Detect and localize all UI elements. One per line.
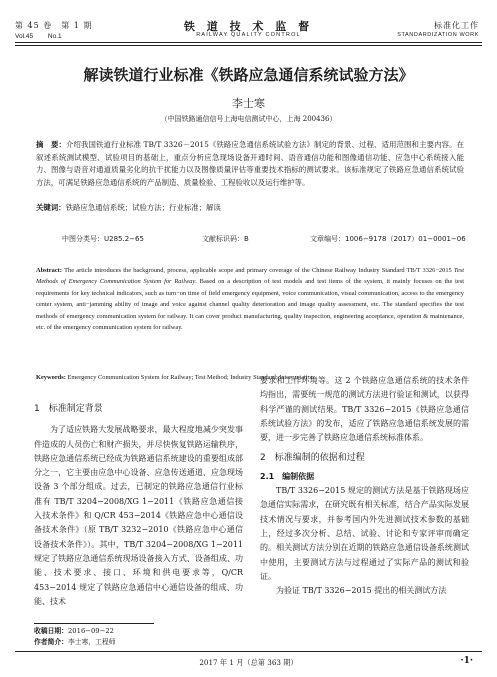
- article-title: 解读铁道行业标准《铁路应急通信系统试验方法》: [83, 66, 414, 84]
- right-paragraph-3: 为验证 TB/T 3326−2015 提出的相关测试方法: [276, 586, 447, 596]
- issue-date-footer: 2017 年 1 月（总第 363 期）: [199, 658, 298, 667]
- article-author: 李士寒: [232, 97, 265, 110]
- abstract-cn: [36, 139, 464, 189]
- header-rule: [15, 42, 482, 43]
- journal-title-en: RAILWAY QUALITY CONTROL: [196, 32, 301, 38]
- abstract-en-text-1: The article introduces the background, process, applicable scope and primary coverage of the Chinese Railway Industry Standard TB/T 3326−2015: [64, 267, 454, 274]
- section-1-heading: 1 标准制定背景: [34, 404, 103, 414]
- header-rule-thin: [15, 45, 482, 46]
- document-code: 文献标识码：B: [202, 235, 249, 243]
- keywords-cn-label: 关键词：: [36, 203, 66, 212]
- received-date: 收稿日期：2016−09−22: [34, 627, 114, 635]
- journal-title-cn: 铁 道 技 术 监 督: [183, 20, 314, 33]
- right-column: [260, 374, 469, 598]
- right-paragraph-1: 要求和工作环境等。这 2 个铁路应急通信系统的技术条件均指出，需要统一规范的测试方法进行验证和测试，以获得科学严谨的测试结果。TB/T 3326−2015《铁路应急通信系统试验方法》的发布，适应了铁路应急通信系统发展的需要，进一步完善了铁路应急通信系统标准体系。: [260, 376, 469, 443]
- right-paragraph-2: TB/T 3326−2015 规定的测试方法是基于铁路现场应急通信实际需求，在研究既有相关标准，结合产品实际发展技术情况与要求，并参考国内外先进测试技术参数的基础上，经过多次分析、总结、试验、讨论和专家评审而确定的。相关测试方法分别在近期的铁路应急通信设备系统测试中使用，主要测试方法与过程通过了实际产品的测试和验证。: [260, 486, 469, 581]
- left-column: [34, 402, 243, 609]
- author-affiliation: （中国铁路通信信号上海电信测试中心，上海 200436）: [160, 115, 337, 123]
- column-en: STANDARDIZATION WORK: [397, 32, 479, 38]
- keywords-en-text: Emergency Communication System for Railway; Test Method; Industry Standard; Interpretation: [67, 374, 314, 381]
- author-bio: 作者简介：李士寒，工程师: [34, 638, 116, 646]
- section-2-heading: 2 标准编制的依据和过程: [260, 453, 365, 464]
- clc-number: 中图分类号：U285.2−65: [62, 235, 144, 243]
- abstract-en: [36, 265, 464, 333]
- footer-rule: [15, 651, 482, 652]
- keywords-cn-text: 铁路应急通信系统；试验方法；行业标准；解读: [65, 203, 221, 212]
- keywords-en-label: Keywords:: [36, 374, 68, 381]
- abstract-en-text-2: . Based on a description of test models and test items of the system, it mainly focuses on the test requirements for key technical indicators, such as turn−on time of field emergency equipment, voice communication, visual communication, access to the emergency center system, anti−jamming ability of image and voice against channel quality deterioration and image quality assessment, etc. The standard specifies the test methods of emergency communication system for railway. It can cover product manufacturing, quality inspection, engineering acceptance, operation & maintenance, etc. of the emergency communication system for railway.: [36, 278, 464, 332]
- issue-cn: 第 45 卷 第 1 期: [15, 21, 93, 30]
- column-cn: 标准化工作: [434, 21, 479, 30]
- section-2-1-heading: 2.1 编制依据: [260, 471, 315, 481]
- page-number: ·1·: [460, 656, 473, 666]
- footnote-rule: [34, 623, 154, 624]
- abstract-en-standard-title: Test Methods of Emergency Communication System for Railway: [36, 267, 464, 286]
- abstract-cn-label: 摘 要：: [36, 140, 67, 149]
- keywords-cn: [36, 202, 221, 213]
- issue-en: Vol.45 No.1: [15, 33, 62, 40]
- running-header: [0, 0, 497, 44]
- article-number: 文章编号：1006−9178（2017）01−0001−06: [310, 235, 466, 243]
- footnote: [34, 626, 116, 648]
- abstract-cn-text: 介绍我国铁道行业标准 TB/T 3326－2015《铁路应急通信系统试验方法》制定的背景、过程、适用范围和主要内容。在叙述系统测试模型、试验项目的基础上，重点分析应急现场设备开通时间、语音通信功能和图像通信功能、应急中心系统接入能力、图像与语音对通道质量劣化的抗干扰能力以及图像质量评估等重要技术指标的测试要求。该标准规定了铁路应急通信系统试验方法，可满足铁路应急通信系统的产品制造、质量检验、工程验收以及运行维护等。: [36, 140, 464, 187]
- abstract-en-label: Abstract:: [36, 267, 65, 274]
- section-1-paragraph: 为了适应铁路大发展战略要求，最大程度地减少突发事件造成的人员伤亡和财产损失，并尽快恢复铁路运输秩序，铁路应急通信系统已经成为铁路通信系统建设的重要组成部分之一，它主要由应急中心设备、应急传送通道、应急现场设备 3 个部分组成。过去，已制定的铁路应急通信行业标准有 TB/T 3204−2008/XG 1−2011《铁路应急通信接入技术条件》和 Q/CR 453−2014《铁路应急中心通信设备技术条件》（原 TB/T 3232−2010《铁路应急中心通信设备技术条件》）。其中，TB/T 3204−2008/XG 1−2011 规定了铁路应急通信系统现场设备接入方式、设备组成、功能、技术要求、接口、环境和供电要求等，Q/CR 453−2014 规定了铁路应急通信中心通信设备的组成、功能、技术: [34, 425, 243, 606]
